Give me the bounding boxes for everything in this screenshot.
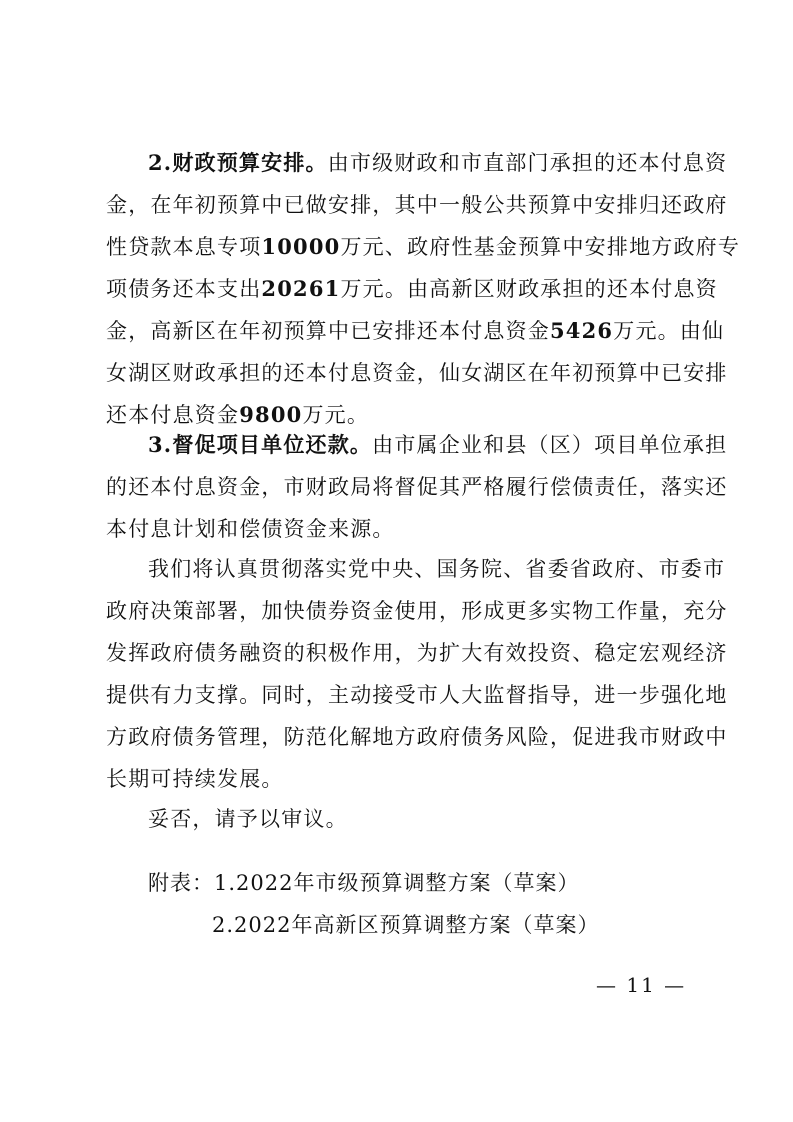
paragraph-line: 长期可持续发展。 <box>106 767 284 791</box>
paragraph-line: 项债务还本支出20261万元。由高新区财政承担的还本付息资 <box>106 276 718 301</box>
section-heading: 2.财政预算安排。 <box>148 150 328 175</box>
paragraph-line: 方政府债务管理，防范化解地方政府债务风险，促进我市财政中 <box>106 725 728 749</box>
paragraph-line: 的还本付息资金，市财政局将督促其严格履行偿债责任，落实还 <box>106 475 728 499</box>
paragraph-line: 政府决策部署，加快债券资金使用，形成更多实物工作量，充分 <box>106 599 728 623</box>
attachment-list <box>148 862 579 904</box>
paragraph-line: 3.督促项目单位还款。由市属企业和县（区）项目单位承担 <box>148 432 728 457</box>
paragraph-commitment <box>106 548 728 800</box>
paragraph-line: 2.财政预算安排。由市级财政和市直部门承担的还本付息资 <box>148 150 728 175</box>
paragraph-line: 本付息计划和偿债资金来源。 <box>106 517 395 541</box>
closing-line: 妥否，请予以审议。 <box>148 807 348 831</box>
paragraph-line: 金，高新区在年初预算中已安排还本付息资金5426万元。由仙 <box>106 318 725 343</box>
attachment-item: 1.2022年市级预算调整方案（草案） <box>214 871 580 895</box>
attachment-item: 2.2022年高新区预算调整方案（草案） <box>212 913 600 937</box>
paragraph-closing <box>106 798 708 840</box>
paragraph-line: 性贷款本息专项10000万元、政府性基金预算中安排地方政府专 <box>106 234 741 259</box>
paragraph-repayment-supervision <box>106 424 728 550</box>
paragraph-line: 我们将认真贯彻落实党中央、国务院、省委省政府、市委市 <box>148 557 726 581</box>
paragraph-line: 提供有力支撑。同时，主动接受市人大监督指导，进一步强化地 <box>106 683 728 707</box>
paragraph-line: 发挥政府债务融资的积极作用，为扩大有效投资、稳定宏观经济 <box>106 641 728 665</box>
paragraph-line: 金，在年初预算中已做安排，其中一般公共预算中安排归还政府 <box>106 193 728 217</box>
section-heading: 3.督促项目单位还款。 <box>148 432 373 457</box>
attachment-label: 附表： <box>148 871 214 895</box>
page-number: — 11 — <box>596 973 687 997</box>
paragraph-budget-arrangement <box>106 142 741 436</box>
paragraph-line: 女湖区财政承担的还本付息资金，仙女湖区在年初预算中已安排 <box>106 361 728 385</box>
paragraph-line: 还本付息资金9800万元。 <box>106 402 370 427</box>
attachment-list-2 <box>212 904 599 946</box>
